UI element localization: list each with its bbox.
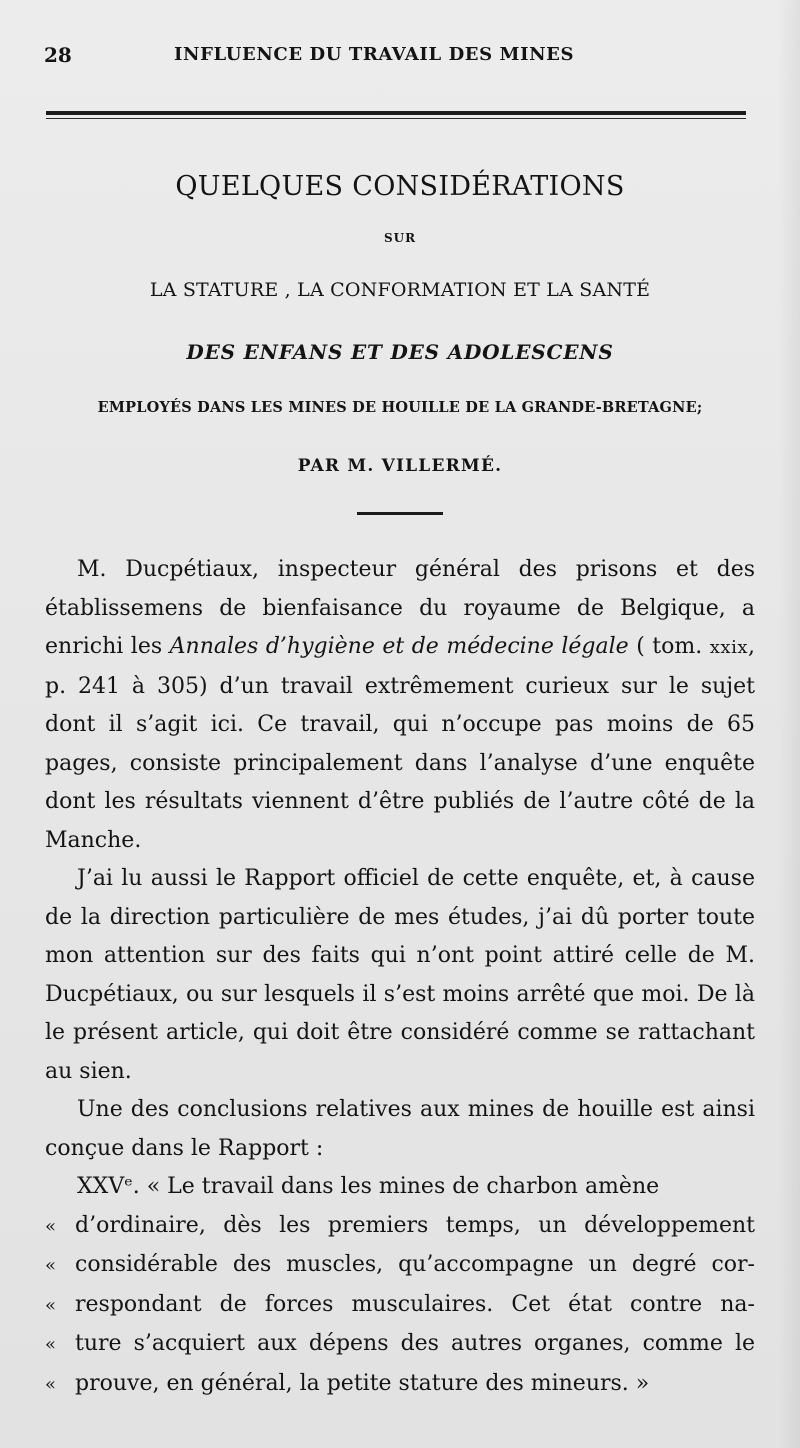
quote-line bbox=[45, 1246, 755, 1286]
paragraph-1-text-c: , p. 241 à 305) d’un travail extrêmement curieux sur le sujet dont il s’agit ici. Ce travail, qui n’occupe pas moins de 65 pages, consiste principalement dans l’analyse d’une enquête dont les résultats viennent d’être publiés de l’autre côté de la Manche. bbox=[45, 634, 755, 853]
subtitle-enfans: DES ENFANS ET DES ADOLESCENS bbox=[186, 340, 614, 364]
quoted-conclusion bbox=[45, 1168, 755, 1404]
quote-line-text: prouve, en général, la petite stature des mineurs. » bbox=[75, 1370, 650, 1396]
running-title: INFLUENCE DU TRAVAIL DES MINES bbox=[174, 44, 575, 65]
quote-line bbox=[45, 1286, 755, 1326]
page-number: 28 bbox=[44, 43, 72, 67]
quote-mark: « bbox=[45, 1373, 57, 1395]
title-connector: SUR bbox=[383, 231, 417, 245]
quote-mark: « bbox=[45, 1334, 57, 1355]
quote-line bbox=[45, 1207, 755, 1247]
paragraph-3: Une des conclusions relatives aux mines de houille est ainsi conçue dans le Rapport : bbox=[45, 1097, 755, 1161]
volume-number: xxix bbox=[709, 637, 748, 658]
thick-rule bbox=[46, 111, 746, 115]
subtitle-stature: LA STATURE , LA CONFORMATION ET LA SANTÉ bbox=[149, 279, 651, 301]
quote-line bbox=[45, 1365, 755, 1405]
running-head bbox=[44, 40, 748, 70]
quote-line-text: respondant de forces musculaires. Cet état contre na- bbox=[75, 1291, 755, 1317]
paragraph-2: J’ai lu aussi le Rapport officiel de cette enquête, et, à cause de la direction particulière de mes études, j’ai dû porter toute mon attention sur des faits qui n’ont point attiré celle de M. Ducpétiaux, ou sur lesquels il s’est moins arrêté que moi. De là le présent article, qui doit être considéré comme se rattachant au sien. bbox=[45, 866, 755, 1084]
journal-title: Annales d’hygiène et de médecine légale bbox=[169, 634, 629, 659]
subtitle-mines: EMPLOYÉS DANS LES MINES DE HOUILLE DE LA GRANDE-BRETAGNE; bbox=[97, 399, 703, 416]
quote-line-text: d’ordinaire, dès les premiers temps, un développement bbox=[75, 1212, 755, 1238]
quote-mark: « bbox=[45, 1294, 57, 1316]
article-title: QUELQUES CONSIDÉRATIONS bbox=[175, 171, 625, 202]
article-body bbox=[45, 551, 755, 1404]
paragraph-1-text-b: ( tom. bbox=[628, 634, 710, 659]
quote-line bbox=[45, 1325, 755, 1365]
paragraph-1-text-a: M. Ducpétiaux, inspecteur général des prisons et des établissemens de bienfaisance du royaume de Belgique, a enrichi les bbox=[45, 557, 755, 659]
quote-mark: « bbox=[45, 1215, 57, 1237]
short-rule-divider bbox=[357, 512, 443, 515]
double-rule-divider bbox=[46, 111, 746, 121]
paragraph-1 bbox=[45, 551, 755, 860]
quote-line-text: considérable des muscles, qu’accompagne un degré cor- bbox=[75, 1252, 755, 1277]
quote-line-text: ture s’acquiert aux dépens des autres organes, comme le bbox=[75, 1331, 755, 1356]
quote-first-line: XXVᵉ. « Le travail dans les mines de charbon amène bbox=[77, 1174, 660, 1199]
thin-rule bbox=[46, 118, 746, 119]
quote-mark: « bbox=[45, 1255, 57, 1276]
author-byline: PAR M. VILLERMÉ. bbox=[297, 456, 503, 476]
